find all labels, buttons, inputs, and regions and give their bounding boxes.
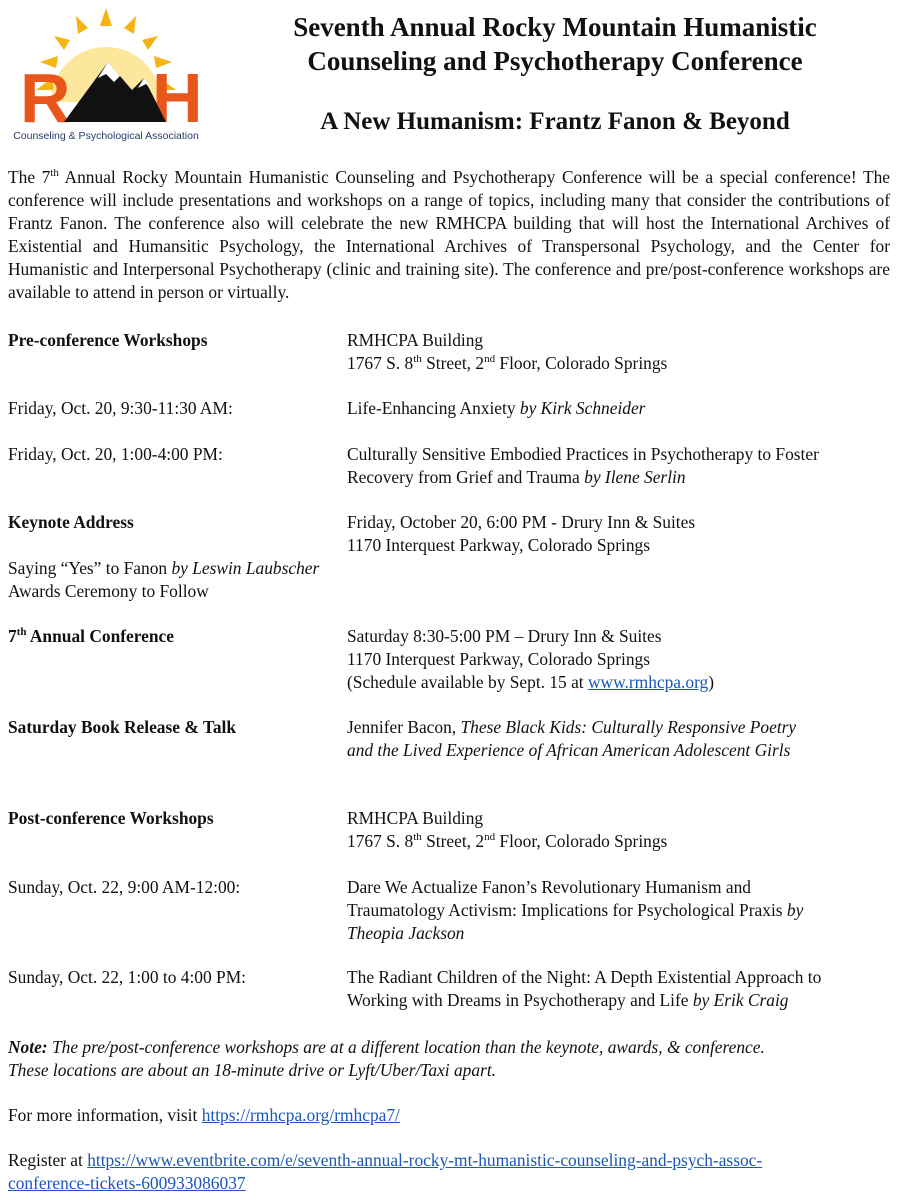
venue-address: 1767 S. 8th Street, 2nd Floor, Colorado Springs bbox=[347, 831, 668, 851]
register-link-continued[interactable]: conference-tickets-600933086037 bbox=[8, 1173, 246, 1193]
keynote-heading: Keynote Address bbox=[8, 512, 134, 532]
intro-prefix: The 7 bbox=[8, 167, 51, 187]
logo-caption: Counseling & Psychological Association bbox=[13, 130, 199, 142]
intro-text: Annual Rocky Mountain Humanistic Counseling and Psychotherapy Conference will be a special conference! The conference will include presentations and workshops on a range of topics, including many that consider the contributions of Frantz Fanon. The conference also will celebrate the new RMHCPA building that will host the International Archives of Existential and Humansitic Psychology, the International Archives of Transpersonal Psychology, and the Center for Humanistic and Interpersonal Psychotherapy (clinic and training site). The conference and pre/post-conference workshops are available to attend in person or virtually. bbox=[8, 167, 890, 302]
venue-address: 1767 S. 8th Street, 2nd Floor, Colorado Springs bbox=[347, 353, 668, 373]
note-label: Note: bbox=[8, 1037, 48, 1057]
workshop-presenter: by Kirk Schneider bbox=[519, 398, 646, 418]
pre-conference-heading: Pre-conference Workshops bbox=[8, 330, 208, 350]
post-conference-heading: Post-conference Workshops bbox=[8, 808, 214, 828]
intro-paragraph bbox=[8, 166, 890, 304]
rmhcpa-website-link[interactable]: www.rmhcpa.org bbox=[587, 672, 709, 692]
logo-letter-r: R bbox=[20, 59, 71, 137]
workshop-title: Culturally Sensitive Embodied Practices in Psychotherapy to Foster Recovery from Grief and Trauma by Ilene Serlin bbox=[347, 444, 819, 487]
register-link[interactable]: https://www.eventbrite.com/e/seventh-annual-rocky-mt-humanistic-counseling-and-psych-assoc- bbox=[87, 1150, 763, 1170]
workshop-presenter: by Erik Craig bbox=[692, 990, 789, 1010]
info-link[interactable]: https://rmhcpa.org/rmhcpa7/ bbox=[201, 1105, 400, 1125]
conference-when: Saturday 8:30-5:00 PM – Drury Inn & Suites bbox=[347, 626, 662, 646]
keynote-address: 1170 Interquest Parkway, Colorado Springs bbox=[347, 535, 651, 555]
keynote-talk: Saying “Yes” to Fanon by Leswin Laubscher bbox=[8, 558, 320, 578]
intro-sup: th bbox=[50, 167, 59, 180]
pre-conference-location bbox=[347, 329, 892, 375]
venue-name: RMHCPA Building bbox=[347, 330, 484, 350]
page-subtitle: A New Humanism: Frantz Fanon & Beyond bbox=[320, 108, 790, 135]
page-title bbox=[210, 10, 900, 78]
location-note: Note: The pre/post-conference workshops are at a different location than the keynote, awards, & conference. These locations are about an 18-minute drive or Lyft/Uber/Taxi apart. bbox=[8, 1037, 765, 1080]
workshop-time: Friday, Oct. 20, 1:00-4:00 PM: bbox=[8, 444, 223, 464]
register-info: Register at https://www.eventbrite.com/e/seventh-annual-rocky-mt-humanistic-counseling-and-psych-assoc- conference-tickets-600933086037 bbox=[8, 1150, 763, 1193]
post-conference-location bbox=[347, 807, 892, 853]
book-author: Jennifer Bacon, bbox=[347, 717, 461, 737]
conference-heading: 7th Annual Conference bbox=[8, 626, 174, 646]
book-release-details: Jennifer Bacon, These Black Kids: Culturally Responsive Poetry and the Lived Experience of African American Adolescent Girls bbox=[347, 717, 797, 760]
workshop-time: Friday, Oct. 20, 9:30-11:30 AM: bbox=[8, 398, 233, 418]
rmhcpa-logo bbox=[6, 4, 206, 148]
venue-name: RMHCPA Building bbox=[347, 808, 484, 828]
workshop-title: Dare We Actualize Fanon’s Revolutionary Humanism and Traumatology Activism: Implications for Psychological Praxis by Theopia Jackson bbox=[347, 877, 804, 943]
workshop-presenter: by Ilene Serlin bbox=[584, 467, 686, 487]
title-line-2: Counseling and Psychotherapy Conference bbox=[307, 46, 803, 76]
conference-address: 1170 Interquest Parkway, Colorado Springs bbox=[347, 649, 651, 669]
workshop-title: Life-Enhancing Anxiety by Kirk Schneider bbox=[347, 398, 646, 418]
keynote-location bbox=[347, 511, 892, 557]
workshop-title: The Radiant Children of the Night: A Depth Existential Approach to Working with Dreams in Psychotherapy and Life by Erik Craig bbox=[347, 967, 822, 1010]
title-line-1: Seventh Annual Rocky Mountain Humanistic bbox=[293, 12, 817, 42]
book-release-heading: Saturday Book Release & Talk bbox=[8, 717, 237, 737]
workshop-time: Sunday, Oct. 22, 1:00 to 4:00 PM: bbox=[8, 967, 246, 987]
more-info: For more information, visit https://rmhcpa.org/rmhcpa7/ bbox=[8, 1105, 400, 1125]
awards-note: Awards Ceremony to Follow bbox=[8, 581, 209, 601]
logo-letter-h: H bbox=[152, 59, 203, 137]
schedule-note: (Schedule available by Sept. 15 at www.rmhcpa.org) bbox=[347, 672, 715, 692]
book-title: These Black Kids: Culturally Responsive Poetry bbox=[460, 717, 797, 737]
keynote-when: Friday, October 20, 6:00 PM - Drury Inn & Suites bbox=[347, 512, 696, 532]
workshop-time: Sunday, Oct. 22, 9:00 AM-12:00: bbox=[8, 877, 241, 897]
keynote-speaker: by Leswin Laubscher bbox=[171, 558, 320, 578]
conference-location bbox=[347, 625, 892, 694]
workshop-presenter: Theopia Jackson bbox=[347, 923, 465, 943]
